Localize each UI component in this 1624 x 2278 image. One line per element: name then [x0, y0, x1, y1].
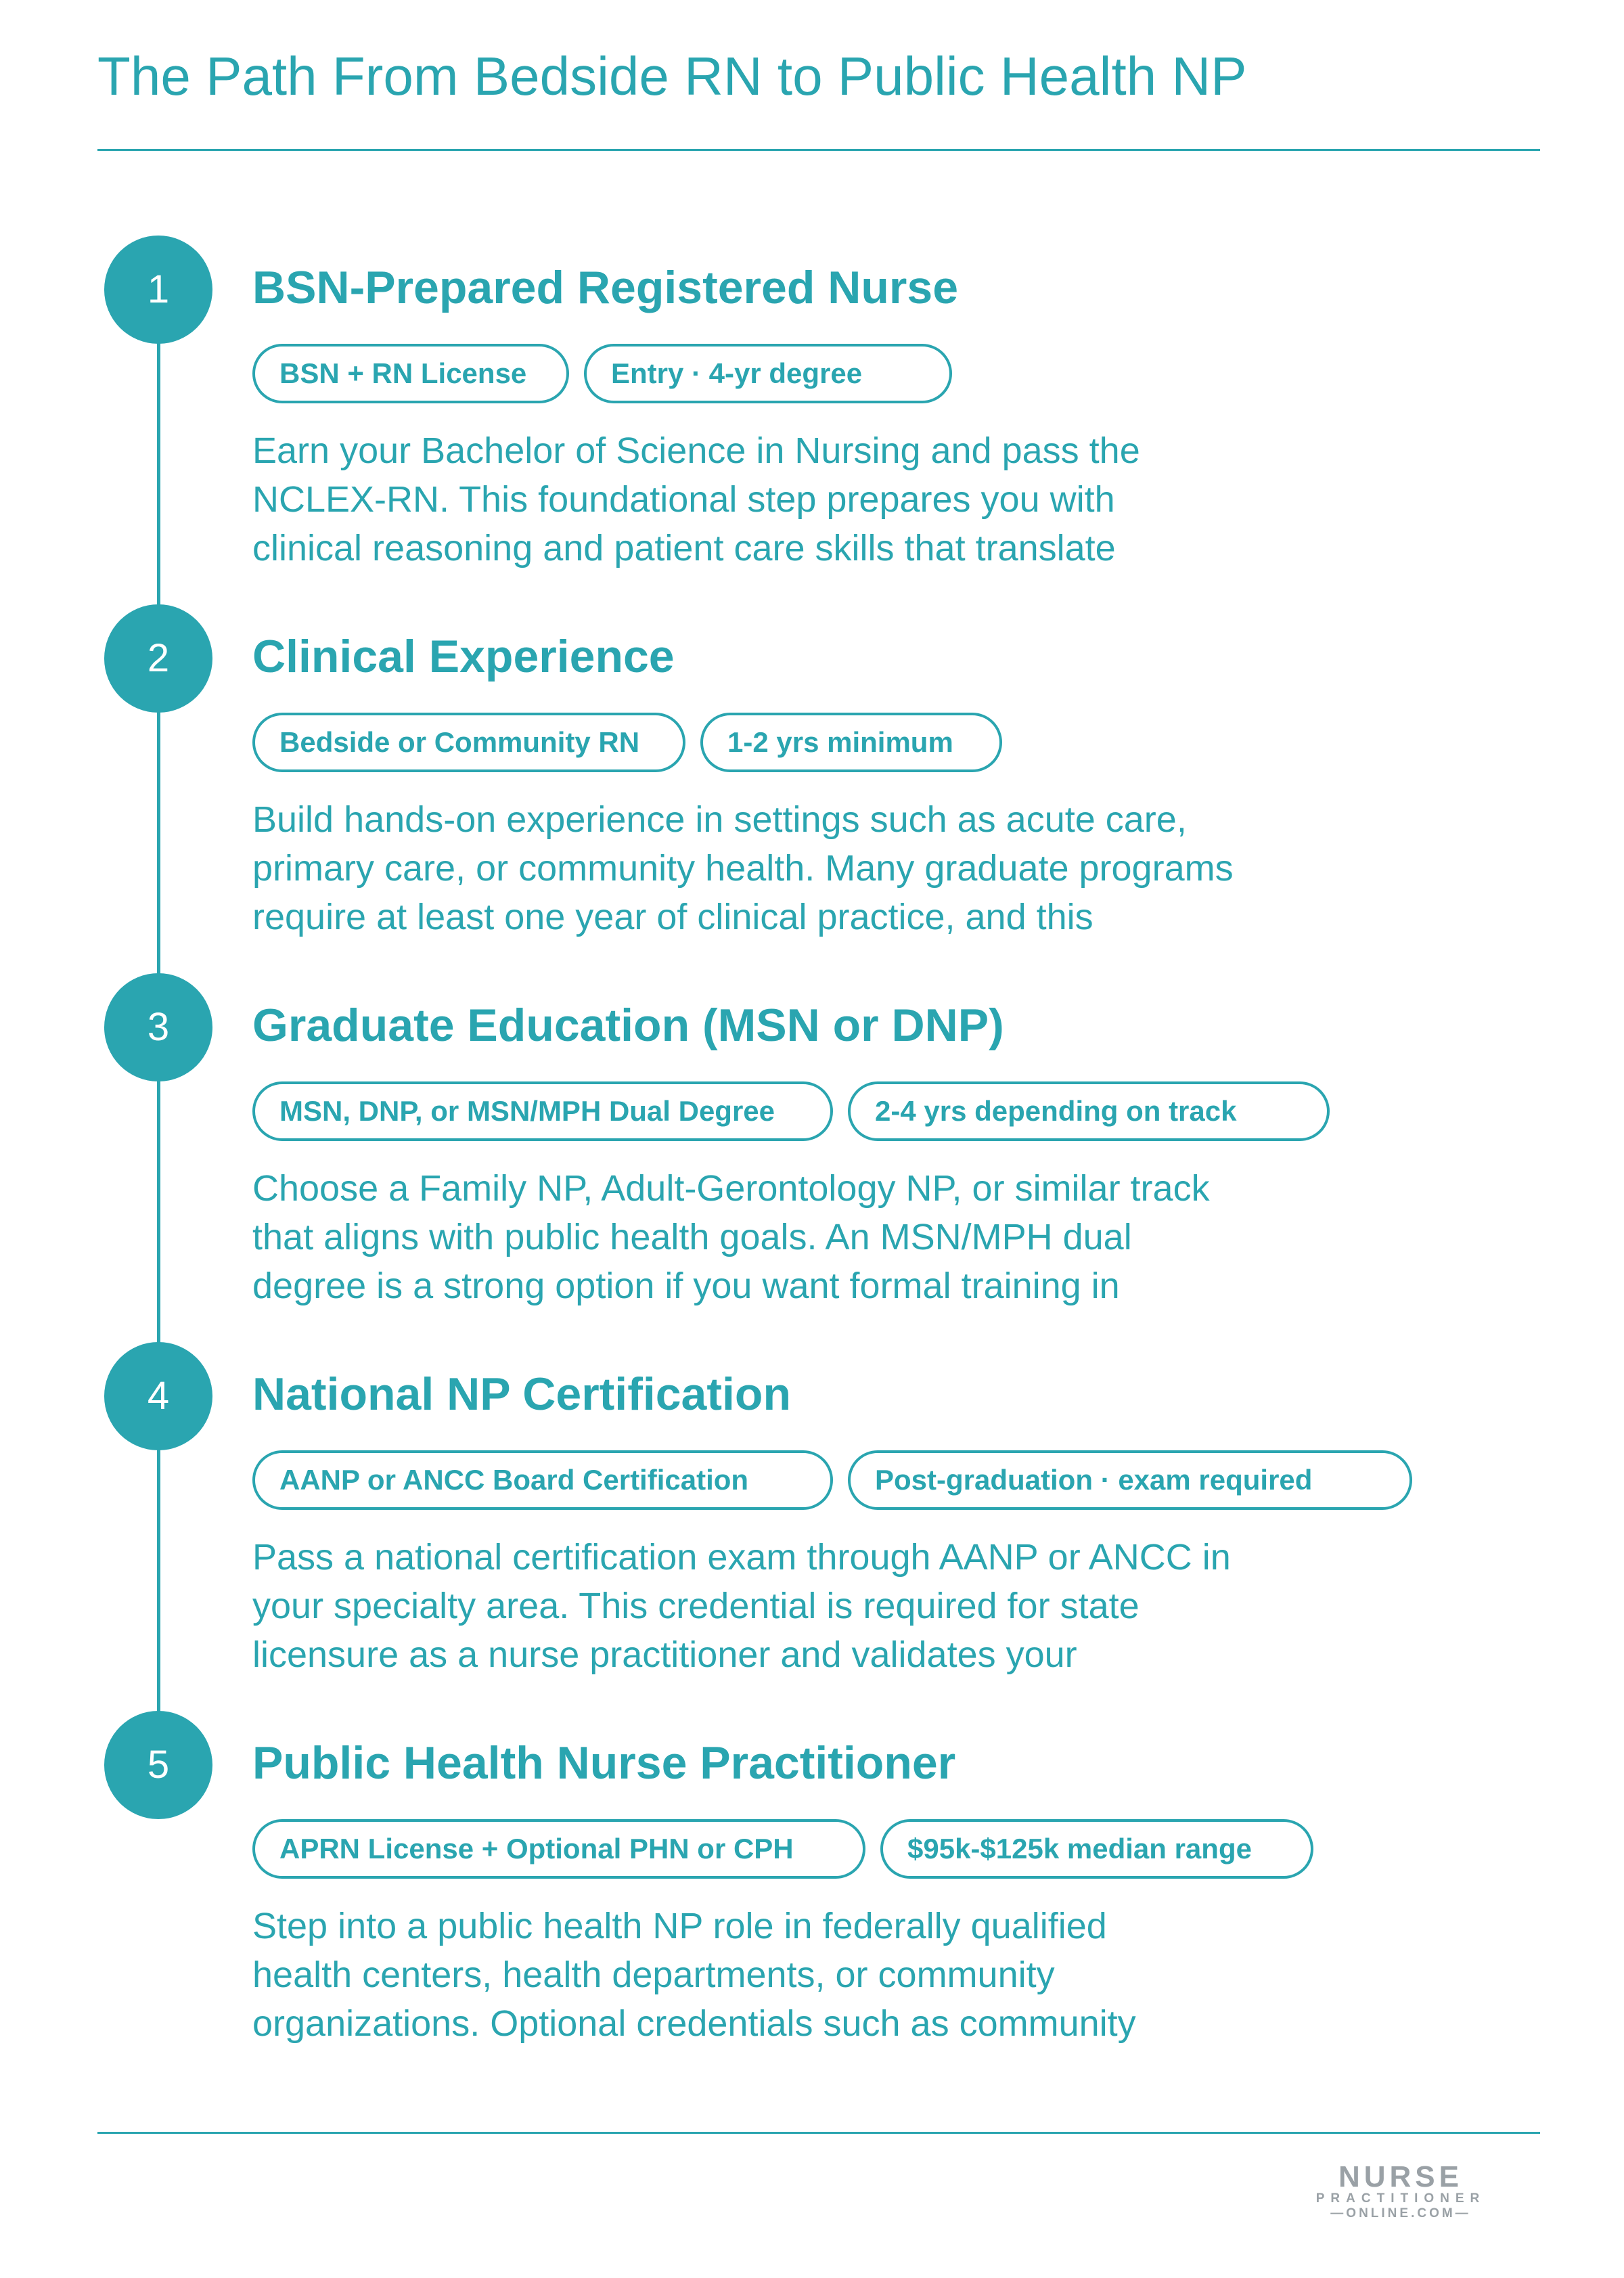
footer-divider	[97, 2132, 1540, 2134]
page-title: The Path From Bedside RN to Public Health NP	[97, 46, 1247, 106]
step-1	[0, 236, 1624, 601]
step-title: National NP Certification	[252, 1368, 791, 1420]
step-number-badge: 2	[104, 604, 212, 713]
step-description: Build hands-on experience in settings such as acute care, primary care, or community health. Many graduate programs require at least one year of clinical practice, and this	[252, 799, 1234, 937]
step-title: Clinical Experience	[252, 631, 675, 682]
credential-tag: BSN + RN License	[252, 344, 569, 403]
step-description: Pass a national certification exam through AANP or ANCC in your specialty area. This credential is required for state licensure as a nurse practitioner and validates your	[252, 1537, 1231, 1675]
salary-tag: $95k-$125k median range	[880, 1819, 1313, 1879]
duration-tag: Post-graduation · exam required	[848, 1450, 1412, 1510]
brand-logo	[1299, 2160, 1502, 2221]
step-tags	[252, 713, 1002, 772]
logo-wordmark: NURSE	[1338, 2160, 1464, 2193]
credential-tag: AANP or ANCC Board Certification	[252, 1450, 833, 1510]
step-number-badge: 4	[104, 1342, 212, 1450]
logo-domain: —ONLINE.COM—	[1330, 2206, 1471, 2220]
credential-tag: Bedside or Community RN	[252, 713, 685, 772]
step-title: Public Health Nurse Practitioner	[252, 1737, 956, 1789]
step-description: Choose a Family NP, Adult-Gerontology NP, or similar track that aligns with public health goals. An MSN/MPH dual degree is a strong option if you want formal training in	[252, 1168, 1210, 1306]
duration-tag: 1-2 yrs minimum	[700, 713, 1002, 772]
step-3	[0, 973, 1624, 1339]
step-tags	[252, 1450, 1412, 1510]
duration-tag: 2-4 yrs depending on track	[848, 1081, 1330, 1141]
step-2	[0, 604, 1624, 970]
step-title: Graduate Education (MSN or DNP)	[252, 1000, 1004, 1051]
step-tags	[252, 1081, 1330, 1141]
step-number-badge: 3	[104, 973, 212, 1081]
step-number-badge: 1	[104, 236, 212, 344]
duration-tag: Entry · 4-yr degree	[584, 344, 952, 403]
step-description: Earn your Bachelor of Science in Nursing and pass the NCLEX-RN. This foundational step prepares you with clinical reasoning and patient care skills that translate	[252, 430, 1140, 568]
step-tags	[252, 344, 952, 403]
step-description: Step into a public health NP role in federally qualified health centers, health departments, or community organizations. Optional credentials such as community	[252, 1906, 1136, 2044]
step-5	[0, 1711, 1624, 2076]
step-title: BSN-Prepared Registered Nurse	[252, 262, 959, 313]
logo-subtitle: PRACTITIONER	[1315, 2191, 1486, 2206]
credential-tag: MSN, DNP, or MSN/MPH Dual Degree	[252, 1081, 833, 1141]
step-tags	[252, 1819, 1313, 1879]
step-4	[0, 1342, 1624, 1707]
credential-tag: APRN License + Optional PHN or CPH	[252, 1819, 865, 1879]
header-divider	[97, 149, 1540, 151]
step-number-badge: 5	[104, 1711, 212, 1819]
